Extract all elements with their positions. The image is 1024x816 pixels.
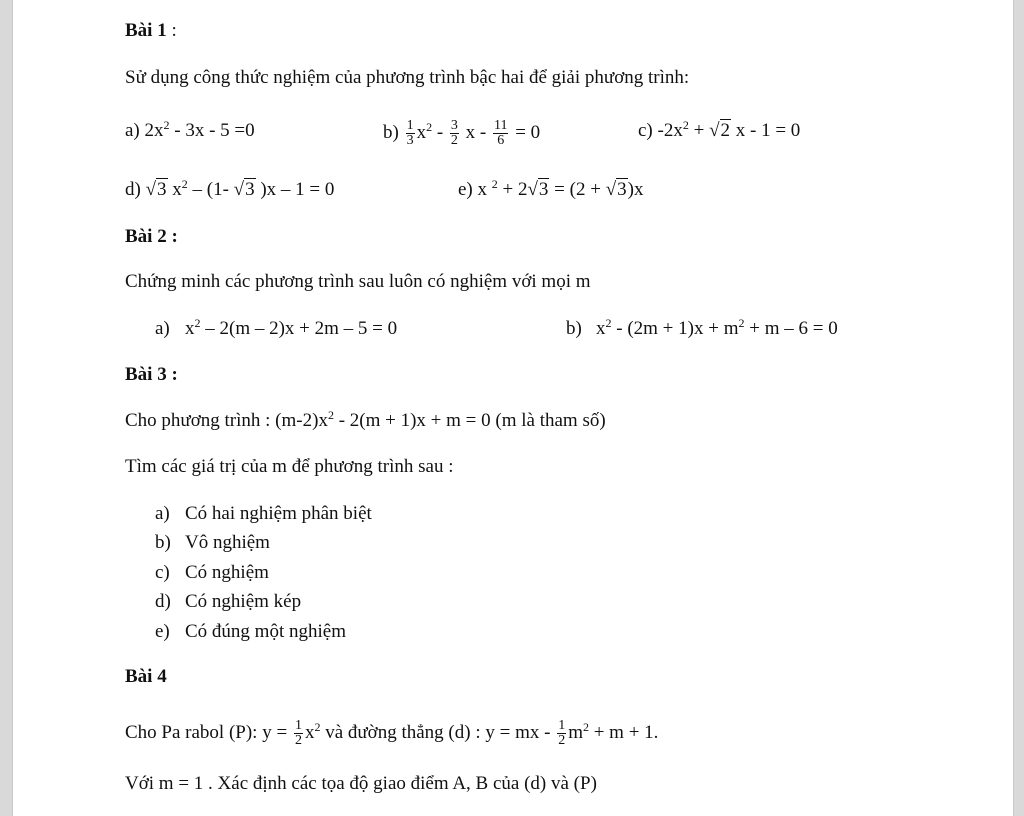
text: x [185,318,195,339]
text: – (1- [187,179,234,200]
sqrt: √2 [709,120,730,141]
bai1-colon: : [166,20,177,41]
text: - [432,121,448,143]
label: d) [125,179,141,200]
bai3-intro: Tìm các giá trị của m để phương trình sau : [125,456,454,477]
denominator: 3 [406,133,414,148]
text: Cho Pa rabol (P): y = [125,721,292,743]
sqrt: √3 [605,179,627,200]
radicand: 3 [157,179,167,200]
exponent: 2 [491,177,498,191]
bai2-eq-b [566,317,838,341]
radicand: 3 [245,179,255,200]
bai1-eq-e [458,178,643,202]
text: 2x [144,120,164,141]
bai1-eq-d [125,178,334,202]
text: x [304,721,315,743]
text: + m + 1. [588,721,659,743]
denominator: 2 [558,733,566,748]
fraction [294,719,303,748]
text: + m – 6 = 0 [744,318,838,339]
bai3-equation [125,409,606,433]
text: - 2(m + 1)x + m = 0 (m là tham số) [333,410,606,431]
text: m [568,721,583,743]
fraction [450,119,459,148]
sqrt: √3 [233,179,255,200]
exponent: 2 [314,719,321,734]
exponent: 2 [163,118,170,132]
text: - 3x - 5 =0 [169,120,255,141]
label: a) [155,503,170,524]
text: )x – 1 = 0 [255,179,335,200]
bai3-item-a [155,502,372,526]
text: Có nghiệm [185,562,269,583]
radicand: 2 [720,120,730,141]
label: b) [566,318,582,339]
bai3-item-d [155,590,301,614]
text: x [472,179,492,200]
numerator: 1 [558,718,566,733]
bai3-item-c [155,561,269,585]
text: + 2 [497,179,528,200]
bai4-title: Bài 4 [125,666,167,687]
bai1-title: Bài 1 [125,20,167,41]
bai1-eq-a [125,119,255,143]
denominator: 2 [294,733,302,748]
fraction [557,719,566,748]
text: Có hai nghiệm phân biệt [185,503,372,524]
fraction [406,119,415,148]
bai1-intro: Sử dụng công thức nghiệm của phương trình bậc hai để giải phương trình: [125,67,690,88]
label: c) [155,562,170,583]
bai3-title: Bài 3 : [125,364,178,385]
text: )x [627,179,644,200]
bai2-intro: Chứng minh các phương trình sau luôn có nghiệm với mọi m [125,271,591,292]
text: x [167,179,182,200]
numerator: 11 [493,118,508,133]
label: a) [125,120,140,141]
sqrt: √3 [145,179,167,200]
exponent: 2 [327,408,334,422]
text: và đường thẳng (d) : y = mx - [320,721,556,743]
bai3-item-e [155,620,346,644]
bai1-heading [125,19,177,43]
bai2-eq-a [155,317,397,341]
label: e) [458,179,473,200]
text: x [416,121,427,143]
denominator: 2 [450,133,458,148]
label: e) [155,621,170,642]
text: Có đúng một nghiệm [185,621,346,642]
text: – 2(m – 2)x + 2m – 5 = 0 [200,318,398,339]
bai4-line2: Với m = 1 . Xác định các tọa độ giao điểm A, B của (d) và (P) [125,773,597,794]
radicand: 3 [538,179,549,200]
label: d) [155,591,171,612]
exponent: 2 [605,316,612,330]
text: Cho phương trình : (m-2)x [125,410,328,431]
text: = (2 + [549,179,606,200]
text: x - 1 = 0 [731,120,801,141]
exponent: 2 [738,316,745,330]
text: - (2m + 1)x + m [611,318,739,339]
bai1-eq-c [638,119,800,143]
exponent: 2 [682,118,689,132]
denominator: 6 [497,133,505,148]
fraction [493,119,508,148]
radicand: 3 [617,179,627,200]
text: x [596,318,606,339]
exponent: 2 [426,119,433,134]
label: c) [638,120,653,141]
bai2-title: Bài 2 : [125,226,178,247]
numerator: 1 [406,118,414,133]
text: + [688,120,710,141]
document-page [12,0,1014,816]
sqrt: √3 [527,179,549,200]
numerator: 3 [450,118,458,133]
text: -2x [652,120,683,141]
bai4-line1 [125,719,658,748]
exponent: 2 [194,316,201,330]
text: x - [460,121,491,143]
exponent: 2 [181,177,188,191]
text: Vô nghiệm [185,532,270,553]
exponent: 2 [582,719,589,734]
numerator: 1 [294,718,302,733]
bai3-item-b [155,531,270,555]
text: Có nghiệm kép [185,591,302,612]
label: b) [383,121,399,143]
text: = 0 [510,121,541,143]
bai1-eq-b [383,119,540,148]
label: b) [155,532,171,553]
label: a) [155,318,170,339]
